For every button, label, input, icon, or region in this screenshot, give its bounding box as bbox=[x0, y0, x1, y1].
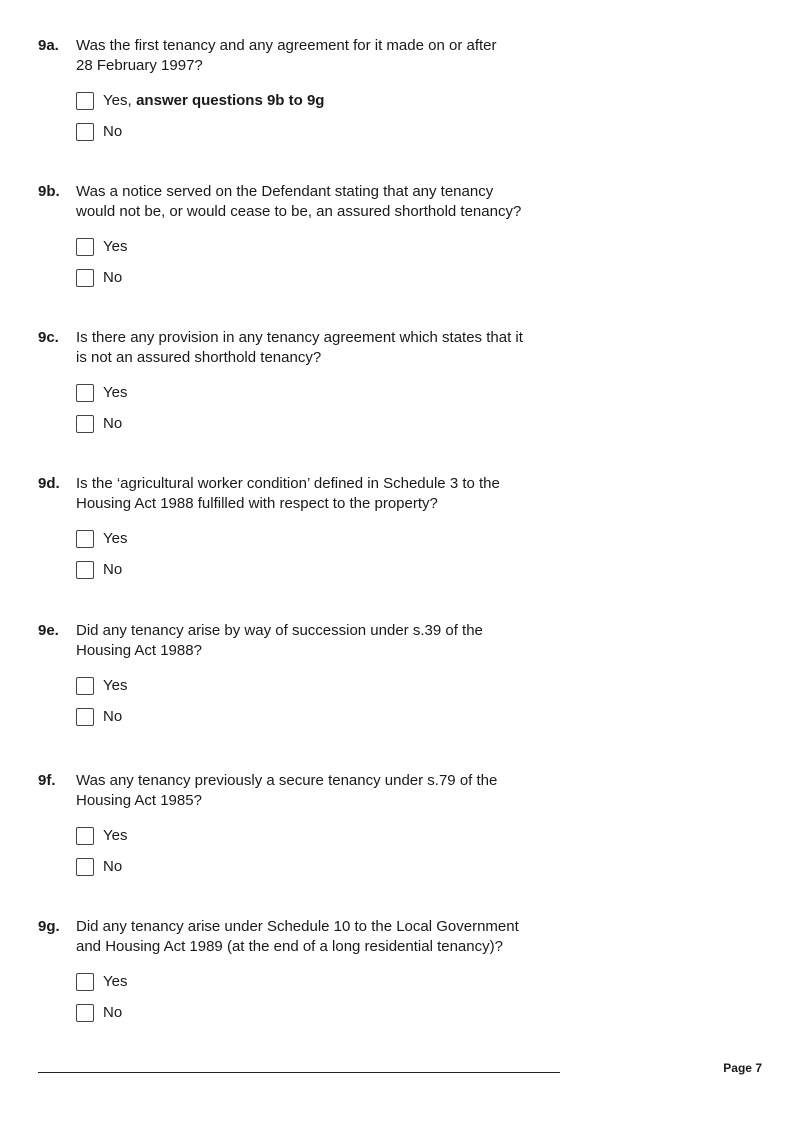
question-number: 9e. bbox=[38, 622, 59, 639]
question-header bbox=[38, 917, 598, 957]
checkbox-9e-no[interactable] bbox=[76, 708, 94, 726]
option-label: Yes bbox=[103, 237, 128, 255]
option-label: Yes bbox=[103, 972, 128, 990]
question-number: 9g. bbox=[38, 918, 60, 935]
question-header bbox=[38, 474, 598, 514]
option-label: Yes bbox=[103, 383, 128, 401]
option-label: No bbox=[103, 1003, 123, 1021]
question-text-line: would not be, or would cease to be, an assured shorthold tenancy? bbox=[76, 203, 522, 220]
checkbox-9e-yes[interactable] bbox=[76, 677, 94, 695]
option-label: No bbox=[103, 707, 123, 725]
question-text bbox=[76, 182, 566, 222]
question-number: 9a. bbox=[38, 37, 59, 54]
checkbox-9d-no[interactable] bbox=[76, 561, 94, 579]
question-number: 9c. bbox=[38, 329, 59, 346]
question-header bbox=[38, 36, 598, 76]
checkbox-9a-no[interactable] bbox=[76, 123, 94, 141]
checkbox-9f-no[interactable] bbox=[76, 858, 94, 876]
option-no[interactable] bbox=[76, 1002, 598, 1023]
question-9e bbox=[38, 621, 598, 737]
question-text-line: Was any tenancy previously a secure tenancy under s.79 of the bbox=[76, 772, 498, 789]
option-no[interactable] bbox=[76, 413, 598, 434]
option-yes[interactable] bbox=[76, 528, 598, 549]
option-no[interactable] bbox=[76, 706, 598, 727]
question-9g bbox=[38, 917, 598, 1033]
option-yes[interactable] bbox=[76, 825, 598, 846]
checkbox-9d-yes[interactable] bbox=[76, 530, 94, 548]
question-text-line: Was a notice served on the Defendant stating that any tenancy bbox=[76, 183, 494, 200]
question-9b bbox=[38, 182, 598, 298]
options-list bbox=[76, 825, 598, 877]
question-text-line: is not an assured shorthold tenancy? bbox=[76, 349, 322, 366]
option-no[interactable] bbox=[76, 121, 598, 142]
question-9d bbox=[38, 474, 598, 590]
checkbox-9g-no[interactable] bbox=[76, 1004, 94, 1022]
question-text bbox=[76, 328, 566, 368]
options-list bbox=[76, 236, 598, 288]
option-instruction: answer questions 9b to 9g bbox=[136, 91, 325, 109]
question-text bbox=[76, 771, 566, 811]
question-number: 9f. bbox=[38, 772, 56, 789]
question-9c bbox=[38, 328, 598, 444]
options-list bbox=[76, 382, 598, 434]
checkbox-9b-no[interactable] bbox=[76, 269, 94, 287]
option-no[interactable] bbox=[76, 267, 598, 288]
footer-divider bbox=[38, 1072, 560, 1073]
question-header bbox=[38, 328, 598, 368]
question-text-line: 28 February 1997? bbox=[76, 57, 203, 74]
option-yes[interactable] bbox=[76, 971, 598, 992]
option-label: Yes bbox=[103, 529, 128, 547]
checkbox-9c-yes[interactable] bbox=[76, 384, 94, 402]
question-header bbox=[38, 771, 598, 811]
question-text-line: Was the first tenancy and any agreement for it made on or after bbox=[76, 37, 497, 54]
question-text-line: Did any tenancy arise under Schedule 10 to the Local Government bbox=[76, 918, 519, 935]
checkbox-9c-no[interactable] bbox=[76, 415, 94, 433]
option-label: No bbox=[103, 857, 123, 875]
question-header bbox=[38, 182, 598, 222]
question-text-line: Housing Act 1988 fulfilled with respect to the property? bbox=[76, 495, 438, 512]
question-text-line: and Housing Act 1989 (at the end of a long residential tenancy)? bbox=[76, 938, 503, 955]
question-text bbox=[76, 621, 566, 661]
option-label: Yes bbox=[103, 676, 128, 694]
question-text bbox=[76, 917, 566, 957]
option-label: Yes bbox=[103, 826, 128, 844]
question-header bbox=[38, 621, 598, 661]
option-yes[interactable] bbox=[76, 382, 598, 403]
checkbox-9b-yes[interactable] bbox=[76, 238, 94, 256]
option-label: No bbox=[103, 122, 123, 140]
option-no[interactable] bbox=[76, 559, 598, 580]
checkbox-9a-yes[interactable] bbox=[76, 92, 94, 110]
option-label: No bbox=[103, 268, 123, 286]
options-list bbox=[76, 90, 598, 142]
option-yes[interactable] bbox=[76, 90, 598, 111]
option-yes[interactable] bbox=[76, 236, 598, 257]
checkbox-9f-yes[interactable] bbox=[76, 827, 94, 845]
options-list bbox=[76, 675, 598, 727]
question-text-line: Is there any provision in any tenancy agreement which states that it bbox=[76, 329, 523, 346]
options-list bbox=[76, 971, 598, 1023]
question-number: 9d. bbox=[38, 475, 60, 492]
question-text-line: Did any tenancy arise by way of succession under s.39 of the bbox=[76, 622, 483, 639]
option-label: No bbox=[103, 560, 123, 578]
question-9a bbox=[38, 36, 598, 152]
option-label: Yes, bbox=[103, 91, 132, 109]
option-yes[interactable] bbox=[76, 675, 598, 696]
question-text-line: Is the ‘agricultural worker condition’ defined in Schedule 3 to the bbox=[76, 475, 500, 492]
question-text bbox=[76, 474, 566, 514]
question-9f bbox=[38, 771, 598, 887]
question-text-line: Housing Act 1988? bbox=[76, 642, 202, 659]
option-no[interactable] bbox=[76, 856, 598, 877]
option-label: No bbox=[103, 414, 123, 432]
question-text-line: Housing Act 1985? bbox=[76, 792, 202, 809]
page-number: Page 7 bbox=[723, 1061, 762, 1075]
checkbox-9g-yes[interactable] bbox=[76, 973, 94, 991]
question-number: 9b. bbox=[38, 183, 60, 200]
question-text bbox=[76, 36, 566, 76]
options-list bbox=[76, 528, 598, 580]
